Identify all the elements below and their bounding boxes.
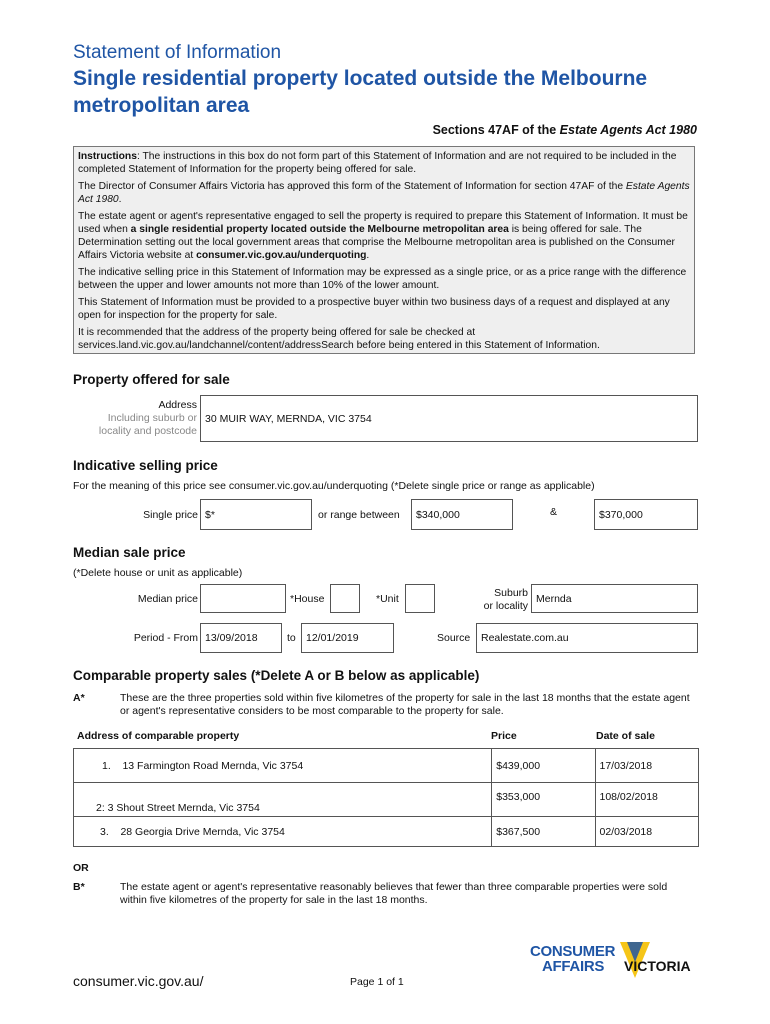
option-b-label: B* — [73, 881, 85, 893]
period-to-label: to — [287, 632, 296, 644]
comp-address-cell[interactable] — [74, 749, 492, 783]
period-to-value: 12/01/2019 — [306, 632, 359, 644]
property-heading: Property offered for sale — [73, 372, 230, 387]
instructions-p3a: The estate agent or agent's representative engaged to sell the property is required to prepare this Statement of Information. It must be used when — [78, 211, 688, 235]
comp-price: $439,000 — [496, 759, 541, 772]
single-price-value: $* — [205, 508, 215, 521]
comp-address: 2: 3 Shout Street Mernda, Vic 3754 — [96, 802, 260, 814]
comp-address-cell[interactable] — [74, 783, 492, 817]
comp-number: 3. — [100, 825, 109, 838]
comp-price: $353,000 — [496, 791, 541, 803]
house-label: *House — [290, 593, 325, 605]
comp-price-cell[interactable] — [492, 749, 595, 783]
instructions-box — [73, 146, 695, 354]
option-a-text: These are the three properties sold within five kilometres of the property for sale in the last 18 months that the estate agent or agent's representative considers to be most comparable to the property for sale. — [120, 692, 690, 717]
address-label-line3: locality and postcode — [98, 425, 197, 437]
consumer-affairs-victoria-logo — [528, 940, 703, 992]
instructions-p3-bold: a single residential property located outside the Melbourne metropolitan area — [130, 224, 509, 235]
comparable-table — [73, 748, 699, 847]
option-a-label: A* — [73, 692, 85, 704]
house-checkbox[interactable] — [330, 584, 360, 613]
range-low-field[interactable] — [411, 499, 513, 530]
range-label: or range between — [318, 509, 400, 521]
address-label-line2: Including suburb or — [107, 412, 197, 424]
instructions-p3b: is being offered for sale. The Determination setting out the local government areas that comprise the Melbourne metropolitan area is published on the Consumer Affairs Victoria website at — [78, 224, 675, 261]
suburb-label — [460, 587, 528, 613]
col-address-header: Address of comparable property — [77, 730, 240, 742]
instructions-p2-end: . — [118, 194, 122, 205]
sections-reference — [433, 123, 697, 137]
period-from-label: Period - From — [133, 632, 198, 644]
median-heading: Median sale price — [73, 545, 186, 560]
comp-date: 108/02/2018 — [599, 791, 658, 803]
source-value: Realestate.com.au — [481, 632, 569, 644]
range-ampersand: & — [550, 506, 558, 518]
instructions-p6: It is recommended that the address of the property being offered for sale be checked at services.land.vic.gov.au/landchannel/content/addressSearch before being entered in this Statement of Information. — [78, 327, 600, 351]
comp-price-cell[interactable] — [492, 783, 595, 817]
comp-date-cell[interactable] — [595, 749, 699, 783]
instructions-p1: : The instructions in this box do not form part of this Statement of Information and are not required to be included in the completed Statement of Information for the property being offered for sale. — [78, 151, 677, 175]
suburb-field[interactable] — [531, 584, 698, 613]
sections-act: Estate Agents Act 1980 — [559, 123, 697, 137]
price-note: For the meaning of this price see consumer.vic.gov.au/underquoting (*Delete single price or range as applicable) — [73, 480, 595, 492]
comp-address: 28 Georgia Drive Mernda, Vic 3754 — [120, 825, 285, 838]
unit-label: *Unit — [376, 593, 399, 605]
instructions-p2-act: Estate Agents Act 1980 — [78, 181, 690, 205]
table-row — [74, 749, 699, 783]
logo-victoria: VICTORIA — [624, 958, 691, 974]
comp-date-cell[interactable] — [595, 783, 699, 817]
median-price-label: Median price — [137, 593, 198, 605]
address-label-line1: Address — [158, 399, 197, 411]
address-value: 30 MUIR WAY, MERNDA, VIC 3754 — [205, 412, 372, 425]
or-label: OR — [73, 862, 89, 874]
price-heading: Indicative selling price — [73, 458, 218, 473]
comp-date-cell[interactable] — [595, 817, 699, 847]
footer-url[interactable]: consumer.vic.gov.au/ — [73, 973, 204, 989]
comp-date: 17/03/2018 — [599, 759, 653, 772]
median-price-field[interactable] — [200, 584, 286, 613]
instructions-p3-end: . — [366, 250, 370, 261]
col-date-header: Date of sale — [596, 730, 655, 742]
source-field[interactable] — [476, 623, 698, 653]
address-label — [73, 399, 197, 438]
single-price-field[interactable] — [200, 499, 312, 530]
source-label: Source — [437, 632, 471, 644]
logo-consumer: CONSUMER — [530, 943, 616, 960]
suburb-label-line1: Suburb — [494, 587, 528, 599]
document-title: Single residential property located outside the Melbourne metropolitan area — [73, 67, 648, 117]
instructions-p4: The indicative selling price in this Statement of Information may be expressed as a single price, or as a price range with the difference between the upper and lower amounts not more than 10% of the lower amount. — [78, 267, 687, 291]
table-row — [74, 817, 699, 847]
period-from-value: 13/09/2018 — [205, 632, 258, 644]
comp-price: $367,500 — [496, 825, 541, 838]
comp-price-cell[interactable] — [492, 817, 595, 847]
address-field[interactable] — [200, 395, 698, 442]
comp-number: 1. — [102, 759, 111, 772]
logo-affairs: AFFAIRS — [542, 958, 605, 975]
range-high-field[interactable] — [594, 499, 698, 530]
instructions-p2: The Director of Consumer Affairs Victoria has approved this form of the Statement of Information for section 47AF of the — [78, 181, 626, 192]
suburb-value: Mernda — [536, 592, 572, 605]
sections-prefix: Sections 47AF of the — [432, 123, 560, 137]
period-from-field[interactable] — [200, 623, 282, 653]
col-price-header: Price — [491, 730, 517, 742]
comp-address-cell[interactable] — [74, 817, 492, 847]
page-number: Page 1 of 1 — [350, 976, 404, 988]
range-low-value: $340,000 — [416, 508, 460, 521]
range-high-value: $370,000 — [599, 508, 643, 521]
comp-date: 02/03/2018 — [599, 825, 653, 838]
comp-address: 13 Farmington Road Mernda, Vic 3754 — [122, 759, 304, 772]
suburb-label-line2: or locality — [483, 600, 528, 612]
single-price-label: Single price — [143, 509, 198, 521]
unit-checkbox[interactable] — [405, 584, 435, 613]
document-subtitle: Statement of Information — [73, 42, 282, 63]
instructions-p5: This Statement of Information must be provided to a prospective buyer within two business days of a request and displayed at any open for inspection for the property for sale. — [78, 297, 670, 321]
underquoting-link[interactable]: consumer.vic.gov.au/underquoting — [196, 250, 367, 261]
median-note: (*Delete house or unit as applicable) — [73, 567, 243, 579]
comparable-heading: Comparable property sales (*Delete A or B below as applicable) — [73, 668, 480, 683]
option-b-text: The estate agent or agent's representative reasonably believes that fewer than three comparable properties were sold within five kilometres of the property for sale in the last 18 months. — [120, 881, 668, 906]
period-to-field[interactable] — [301, 623, 394, 653]
instructions-label: Instructions — [78, 151, 137, 162]
table-row — [74, 783, 699, 817]
